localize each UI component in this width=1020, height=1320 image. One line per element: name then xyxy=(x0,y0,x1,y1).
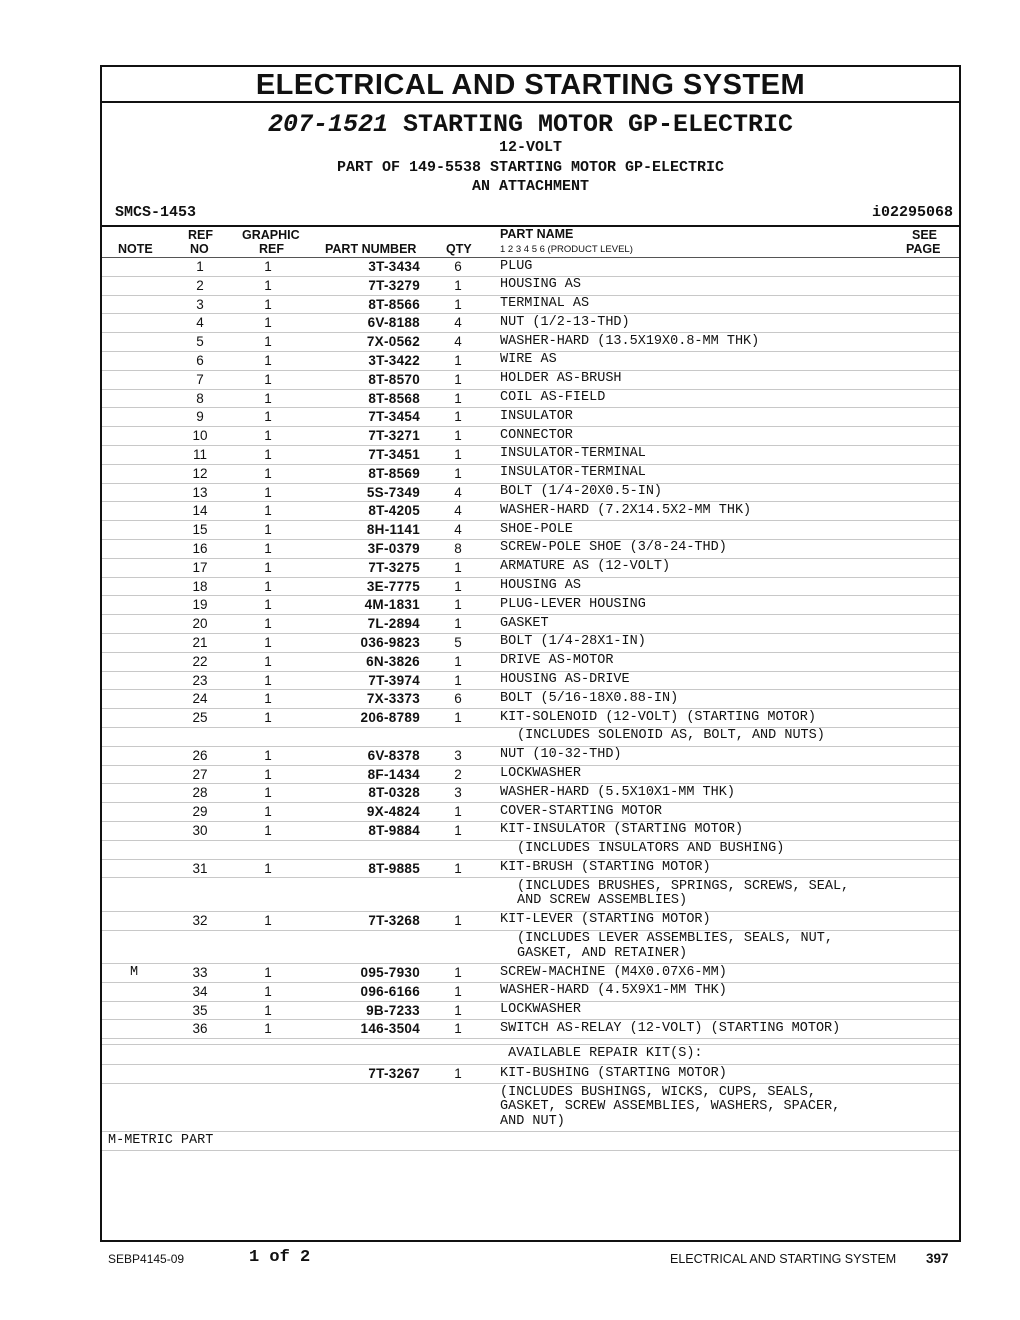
part-name-cell: PLUG-LEVER HOUSING xyxy=(500,596,646,612)
qty-cell: 1 xyxy=(454,672,462,688)
part-name-cell: GASKET xyxy=(500,615,549,631)
graphic-ref-cell: 1 xyxy=(264,860,272,876)
qty-cell: 1 xyxy=(454,465,462,481)
ref-no-cell: 16 xyxy=(192,540,208,556)
ref-no-cell: 35 xyxy=(192,1002,208,1018)
qty-cell: 1 xyxy=(454,409,462,425)
table-row xyxy=(102,931,959,965)
part-name-cell: (INCLUDES INSULATORS AND BUSHING) xyxy=(517,841,785,857)
part-name-cell: WASHER-HARD (7.2X14.5X2-MM THK) xyxy=(500,502,752,518)
graphic-ref-cell: 1 xyxy=(264,747,272,763)
part-name-cell: KIT-LEVER (STARTING MOTOR) xyxy=(500,912,711,928)
part-number-cell: 8T-8568 xyxy=(368,390,420,406)
table-row xyxy=(102,559,959,578)
table-row xyxy=(102,1084,959,1132)
graphic-ref-cell: 1 xyxy=(264,1002,272,1018)
part-number-cell: 7T-3271 xyxy=(368,428,420,444)
qty-cell: 1 xyxy=(454,653,462,669)
ref-no-cell: 10 xyxy=(192,428,208,444)
col-part-number: PART NUMBER xyxy=(325,242,417,256)
group-subline-parent: PART OF 149-5538 STARTING MOTOR GP-ELECTRIC xyxy=(336,158,725,176)
ref-no-cell: 4 xyxy=(196,315,204,331)
part-name-cell: SCREW-MACHINE (M4X0.07X6-MM) xyxy=(500,964,727,980)
col-product-level: 1 2 3 4 5 6 (PRODUCT LEVEL) xyxy=(500,244,633,255)
ref-no-cell: 31 xyxy=(192,860,208,876)
table-row xyxy=(102,841,959,860)
qty-cell: 1 xyxy=(454,1066,462,1082)
qty-cell: 1 xyxy=(454,597,462,613)
graphic-ref-cell: 1 xyxy=(264,390,272,406)
qty-cell: 1 xyxy=(454,390,462,406)
table-row xyxy=(102,352,959,371)
part-number-cell: 8T-8569 xyxy=(368,465,420,481)
part-name-cell: (INCLUDES LEVER ASSEMBLIES, SEALS, NUT, GASKET, AND RETAINER) xyxy=(517,931,833,961)
part-name-cell: INSULATOR-TERMINAL xyxy=(500,446,646,462)
table-row xyxy=(102,1045,959,1065)
col-graphic-bottom: REF xyxy=(259,242,284,256)
table-row xyxy=(102,296,959,315)
part-name-cell: BOLT (1/4-20X0.5-IN) xyxy=(500,484,663,500)
qty-cell: 1 xyxy=(454,1021,462,1037)
illustration-id: i02295068 xyxy=(871,204,953,221)
part-name-cell: WASHER-HARD (4.5X9X1-MM THK) xyxy=(500,983,727,999)
part-number-cell: 7L-2894 xyxy=(367,616,420,632)
part-name-cell: COVER-STARTING MOTOR xyxy=(500,803,663,819)
ref-no-cell: 2 xyxy=(196,277,204,293)
graphic-ref-cell: 1 xyxy=(264,785,272,801)
graphic-ref-cell: 1 xyxy=(264,822,272,838)
ref-no-cell: 28 xyxy=(192,785,208,801)
part-number-cell: 3T-3434 xyxy=(368,259,420,274)
table-row xyxy=(102,502,959,521)
ref-no-cell: 12 xyxy=(192,465,208,481)
qty-cell: 3 xyxy=(454,785,462,801)
part-number-cell: 5S-7349 xyxy=(366,484,420,500)
table-row xyxy=(102,333,959,352)
ref-no-cell: 14 xyxy=(192,503,208,519)
graphic-ref-cell: 1 xyxy=(264,653,272,669)
table-row xyxy=(102,1020,959,1039)
table-row xyxy=(102,983,959,1002)
table-row xyxy=(102,672,959,691)
smcs-code: SMCS-1453 xyxy=(115,204,197,221)
table-row xyxy=(102,596,959,615)
part-number-cell: 146-3504 xyxy=(360,1021,420,1037)
graphic-ref-cell: 1 xyxy=(264,259,272,274)
graphic-ref-cell: 1 xyxy=(264,710,272,726)
qty-cell: 1 xyxy=(454,371,462,387)
part-number-cell: 9X-4824 xyxy=(366,804,420,820)
qty-cell: 4 xyxy=(454,484,462,500)
table-row xyxy=(102,822,959,841)
qty-cell: 5 xyxy=(454,634,462,650)
qty-cell: 1 xyxy=(454,912,462,928)
part-name-cell: ARMATURE AS (12-VOLT) xyxy=(500,559,671,575)
part-number-cell: 7T-3267 xyxy=(368,1066,420,1082)
qty-cell: 6 xyxy=(454,691,462,707)
part-name-cell: NUT (10-32-THD) xyxy=(500,747,622,763)
table-row xyxy=(102,314,959,333)
group-subline-voltage: 12-VOLT xyxy=(498,139,562,156)
ref-no-cell: 22 xyxy=(192,653,208,669)
table-row xyxy=(102,690,959,709)
ref-no-cell: 30 xyxy=(192,822,208,838)
qty-cell: 1 xyxy=(454,296,462,312)
part-number-cell: 8H-1141 xyxy=(366,522,420,538)
graphic-ref-cell: 1 xyxy=(264,965,272,981)
table-row xyxy=(102,766,959,785)
qty-cell: 1 xyxy=(454,710,462,726)
graphic-ref-cell: 1 xyxy=(264,672,272,688)
qty-cell: 8 xyxy=(454,540,462,556)
graphic-ref-cell: 1 xyxy=(264,804,272,820)
part-name-cell: HOUSING AS-DRIVE xyxy=(500,672,630,688)
part-number-cell: 096-6166 xyxy=(360,983,420,999)
part-name-cell: KIT-INSULATOR (STARTING MOTOR) xyxy=(500,822,744,838)
col-note: NOTE xyxy=(118,242,153,256)
footer-page-of: 1 of 2 xyxy=(249,1248,311,1267)
qty-cell: 4 xyxy=(454,315,462,331)
graphic-ref-cell: 1 xyxy=(264,446,272,462)
part-number-cell: 7T-3451 xyxy=(368,446,420,462)
part-name-cell: WIRE AS xyxy=(500,352,557,368)
part-name-cell: (INCLUDES SOLENOID AS, BOLT, AND NUTS) xyxy=(517,728,825,744)
part-name-cell: LOCKWASHER xyxy=(500,1002,582,1018)
graphic-ref-cell: 1 xyxy=(264,766,272,782)
part-name-cell: SHOE-POLE xyxy=(500,521,573,537)
part-number-cell: 3F-0379 xyxy=(367,540,420,556)
graphic-ref-cell: 1 xyxy=(264,503,272,519)
qty-cell: 1 xyxy=(454,1002,462,1018)
qty-cell: 3 xyxy=(454,747,462,763)
col-ref-top: REF xyxy=(188,228,213,242)
part-number-cell: 8F-1434 xyxy=(367,766,420,782)
part-name-cell: HOLDER AS-BRUSH xyxy=(500,371,622,387)
table-row xyxy=(102,912,959,931)
graphic-ref-cell: 1 xyxy=(264,296,272,312)
group-name: STARTING MOTOR GP-ELECTRIC xyxy=(402,110,794,139)
table-row xyxy=(102,540,959,559)
table-row xyxy=(102,408,959,427)
table-row xyxy=(102,634,959,653)
part-number-cell: 7X-0562 xyxy=(366,334,420,350)
table-row xyxy=(102,747,959,766)
col-see-top: SEE xyxy=(912,228,938,242)
part-number-cell: 7T-3974 xyxy=(368,672,420,688)
graphic-ref-cell: 1 xyxy=(264,465,272,481)
graphic-ref-cell: 1 xyxy=(264,634,272,650)
table-row xyxy=(102,878,959,912)
table-row xyxy=(102,446,959,465)
part-number-cell: 7T-3279 xyxy=(368,277,420,293)
ref-no-cell: 25 xyxy=(192,710,208,726)
qty-cell: 1 xyxy=(454,983,462,999)
part-number-cell: 6V-8378 xyxy=(367,747,420,763)
table-row xyxy=(102,427,959,446)
graphic-ref-cell: 1 xyxy=(264,578,272,594)
ref-no-cell: 29 xyxy=(192,804,208,820)
table-row xyxy=(102,653,959,672)
table-row xyxy=(102,615,959,634)
part-name-cell: WASHER-HARD (13.5X19X0.8-MM THK) xyxy=(500,333,760,349)
table-row xyxy=(102,521,959,540)
qty-cell: 4 xyxy=(454,503,462,519)
col-see-bottom: PAGE xyxy=(906,242,941,256)
ref-no-cell: 34 xyxy=(192,983,208,999)
footer-doc-number: SEBP4145-09 xyxy=(108,1252,185,1266)
part-name-cell: CONNECTOR xyxy=(500,427,573,443)
ref-no-cell: 27 xyxy=(192,766,208,782)
table-row xyxy=(102,484,959,503)
ref-no-cell: 21 xyxy=(192,634,208,650)
part-number-cell: 7X-3373 xyxy=(366,691,420,707)
part-number-cell: 8T-8570 xyxy=(368,371,420,387)
group-number: 207-1521 xyxy=(267,110,388,139)
graphic-ref-cell: 1 xyxy=(264,315,272,331)
part-number-cell: 036-9823 xyxy=(360,634,420,650)
table-row xyxy=(102,964,959,983)
part-name-cell: INSULATOR xyxy=(500,408,573,424)
table-row xyxy=(102,728,959,747)
ref-no-cell: 33 xyxy=(192,965,208,981)
graphic-ref-cell: 1 xyxy=(264,484,272,500)
part-number-cell: 7T-3275 xyxy=(368,559,420,575)
qty-cell: 1 xyxy=(454,965,462,981)
part-name-cell: SCREW-POLE SHOE (3/8-24-THD) xyxy=(500,540,727,556)
qty-cell: 1 xyxy=(454,616,462,632)
ref-no-cell: 32 xyxy=(192,912,208,928)
qty-cell: 4 xyxy=(454,334,462,350)
table-row xyxy=(102,277,959,296)
graphic-ref-cell: 1 xyxy=(264,540,272,556)
table-row xyxy=(102,1002,959,1021)
part-name-cell: DRIVE AS-MOTOR xyxy=(500,653,614,669)
part-name-cell: KIT-SOLENOID (12-VOLT) (STARTING MOTOR) xyxy=(500,709,816,725)
table-row xyxy=(102,258,959,277)
graphic-ref-cell: 1 xyxy=(264,597,272,613)
footnote: M-METRIC PART xyxy=(102,1132,959,1151)
ref-no-cell: 11 xyxy=(192,446,207,462)
qty-cell: 1 xyxy=(454,578,462,594)
parts-list xyxy=(102,258,959,1132)
part-number-cell: 8T-9885 xyxy=(368,860,420,876)
graphic-ref-cell: 1 xyxy=(264,371,272,387)
part-number-cell: 8T-4205 xyxy=(368,503,420,519)
part-name-cell: LOCKWASHER xyxy=(500,766,582,782)
col-part-name: PART NAME xyxy=(500,227,574,241)
graphic-ref-cell: 1 xyxy=(264,1021,272,1037)
graphic-ref-cell: 1 xyxy=(264,522,272,538)
graphic-ref-cell: 1 xyxy=(264,691,272,707)
part-name-cell: (INCLUDES BRUSHES, SPRINGS, SCREWS, SEAL, AND SCREW ASSEMBLIES) xyxy=(517,878,850,909)
part-number-cell: 7T-3268 xyxy=(368,912,420,928)
part-name-cell: HOUSING AS xyxy=(500,277,582,293)
part-name-cell: KIT-BUSHING (STARTING MOTOR) xyxy=(500,1065,727,1081)
part-name-cell: SWITCH AS-RELAY (12-VOLT) (STARTING MOTOR) xyxy=(500,1020,841,1036)
part-number-cell: 8T-0328 xyxy=(368,785,420,801)
part-name-cell: (INCLUDES BUSHINGS, WICKS, CUPS, SEALS, GASKET, SCREW ASSEMBLIES, WASHERS, SPACER, AND NUT) xyxy=(500,1084,841,1129)
part-name-cell: COIL AS-FIELD xyxy=(500,390,606,406)
table-row xyxy=(102,578,959,597)
ref-no-cell: 18 xyxy=(192,578,208,594)
part-number-cell: 206-8789 xyxy=(360,710,420,726)
part-number-cell: 095-7930 xyxy=(360,965,420,981)
graphic-ref-cell: 1 xyxy=(264,409,272,425)
ref-no-cell: 3 xyxy=(196,296,204,312)
table-row xyxy=(102,390,959,409)
page-footer xyxy=(0,1248,1020,1270)
table-row xyxy=(102,709,959,728)
col-qty: QTY xyxy=(446,242,472,256)
part-number-cell: 3T-3422 xyxy=(368,352,420,368)
part-name-cell: NUT (1/2-13-THD) xyxy=(500,314,630,330)
footer-section: ELECTRICAL AND STARTING SYSTEM xyxy=(670,1252,897,1266)
ref-no-cell: 24 xyxy=(192,691,208,707)
table-row xyxy=(102,465,959,484)
group-header xyxy=(102,103,959,227)
graphic-ref-cell: 1 xyxy=(264,277,272,293)
ref-no-cell: 26 xyxy=(192,747,208,763)
ref-no-cell: 19 xyxy=(192,597,208,613)
table-row xyxy=(102,860,959,879)
qty-cell: 1 xyxy=(454,804,462,820)
qty-cell: 1 xyxy=(454,428,462,444)
table-row xyxy=(102,784,959,803)
part-name-cell: KIT-BRUSH (STARTING MOTOR) xyxy=(500,860,711,875)
qty-cell: 1 xyxy=(454,352,462,368)
ref-no-cell: 5 xyxy=(196,334,204,350)
part-name-cell: BOLT (5/16-18X0.88-IN) xyxy=(500,690,679,706)
part-number-cell: 6N-3826 xyxy=(366,653,420,669)
col-ref-bottom: NO xyxy=(190,242,209,256)
note-cell: M xyxy=(129,965,139,981)
part-number-cell: 8T-8566 xyxy=(368,296,420,312)
qty-cell: 1 xyxy=(454,277,462,293)
footer-page-number: 397 xyxy=(926,1251,949,1266)
ref-no-cell: 15 xyxy=(192,522,208,538)
group-title xyxy=(102,103,959,138)
part-name-cell: TERMINAL AS xyxy=(500,296,590,312)
part-name-cell: PLUG xyxy=(500,258,533,274)
qty-cell: 2 xyxy=(454,766,462,782)
part-number-cell: 8T-9884 xyxy=(368,822,420,838)
column-headers xyxy=(102,227,959,258)
part-name-cell: HOUSING AS xyxy=(500,578,582,594)
part-name-cell: AVAILABLE REPAIR KIT(S): xyxy=(500,1045,703,1061)
table-row xyxy=(102,371,959,390)
part-number-cell: 7T-3454 xyxy=(368,409,420,425)
ref-no-cell: 23 xyxy=(192,672,208,688)
ref-no-cell: 8 xyxy=(196,390,204,406)
qty-cell: 1 xyxy=(454,446,462,462)
qty-cell: 1 xyxy=(454,559,462,575)
graphic-ref-cell: 1 xyxy=(264,334,272,350)
part-number-cell: 4M-1831 xyxy=(364,597,420,613)
graphic-ref-cell: 1 xyxy=(264,912,272,928)
table-row xyxy=(102,1065,959,1084)
group-subline-attachment: AN ATTACHMENT xyxy=(471,178,590,195)
part-name-cell: WASHER-HARD (5.5X10X1-MM THK) xyxy=(500,784,735,800)
parts-page-frame xyxy=(100,65,961,1242)
ref-no-cell: 17 xyxy=(192,559,208,575)
ref-no-cell: 1 xyxy=(196,259,204,274)
ref-no-cell: 20 xyxy=(192,616,208,632)
section-title: ELECTRICAL AND STARTING SYSTEM xyxy=(102,67,959,103)
ref-no-cell: 36 xyxy=(192,1021,208,1037)
table-row xyxy=(102,803,959,822)
ref-no-cell: 6 xyxy=(196,352,204,368)
part-name-cell: BOLT (1/4-28X1-IN) xyxy=(500,634,646,650)
graphic-ref-cell: 1 xyxy=(264,428,272,444)
qty-cell: 1 xyxy=(454,822,462,838)
graphic-ref-cell: 1 xyxy=(264,559,272,575)
ref-no-cell: 9 xyxy=(196,409,204,425)
ref-no-cell: 13 xyxy=(192,484,208,500)
qty-cell: 4 xyxy=(454,522,462,538)
qty-cell: 1 xyxy=(454,860,462,876)
part-number-cell: 3E-7775 xyxy=(366,578,420,594)
graphic-ref-cell: 1 xyxy=(264,983,272,999)
part-number-cell: 9B-7233 xyxy=(366,1002,420,1018)
part-name-cell: INSULATOR-TERMINAL xyxy=(500,465,646,481)
col-graphic-top: GRAPHIC xyxy=(242,228,300,242)
part-number-cell: 6V-8188 xyxy=(367,315,420,331)
graphic-ref-cell: 1 xyxy=(264,616,272,632)
graphic-ref-cell: 1 xyxy=(264,352,272,368)
qty-cell: 6 xyxy=(454,259,462,274)
ref-no-cell: 7 xyxy=(196,371,204,387)
